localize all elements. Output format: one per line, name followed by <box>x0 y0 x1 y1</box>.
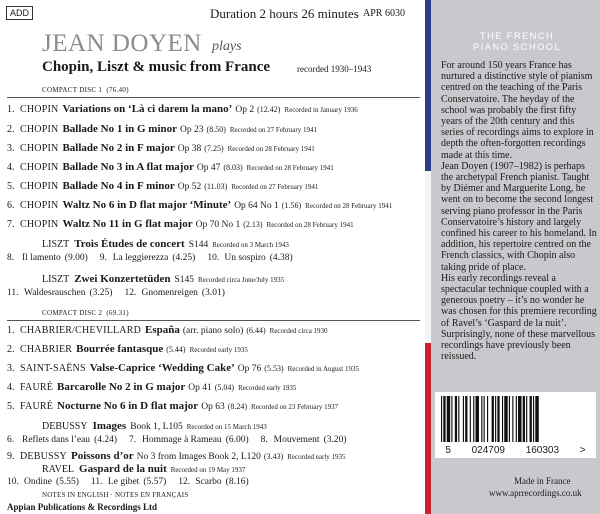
track-opus: Op 64 No 1 <box>234 201 279 211</box>
barcode-bar <box>492 396 494 442</box>
barcode-bar <box>447 396 450 442</box>
barcode-digit-group: 160303 <box>525 445 560 456</box>
track-number: 7. <box>7 219 15 230</box>
track-title: Poissons d’or <box>70 450 134 462</box>
blurb-paragraph: His early recordings reveal a spectacular technique coupled with a generous poetry – it’s no wonder he was chosen for this premiere recording of Ravel’s ‘Gaspard de la nuit’. Surprisingly, none of these marvellous recordings have previously been reissued. <box>441 272 597 363</box>
track-number: 11. <box>90 477 103 487</box>
track-title: Bourrée fantasque <box>76 343 164 355</box>
barcode-bar <box>523 396 525 442</box>
barcode-bar <box>470 396 471 442</box>
track-title: Variations on ‘Là ci darem la mano’ <box>62 103 233 115</box>
barcode-bar <box>455 396 457 442</box>
movement-duration: (4.24) <box>94 435 118 445</box>
track-recorded: Recorded on 28 February 1941 <box>246 164 334 172</box>
track-opus: Op 47 <box>196 163 221 173</box>
track-row <box>7 324 328 336</box>
barcode-bar <box>495 396 496 442</box>
track-number: 2. <box>7 344 15 355</box>
album-subtitle: Chopin, Liszt & music from France <box>42 59 271 75</box>
barcode-bar <box>458 396 459 442</box>
barcode-bar <box>487 396 488 442</box>
track-title: Barcarolle No 2 in G major <box>57 381 186 393</box>
track-row <box>7 400 338 412</box>
track-number: 1. <box>7 104 15 115</box>
track-title: Ballade No 1 in G minor <box>62 123 178 135</box>
barcode-bar <box>497 396 499 442</box>
barcode-bar <box>451 396 452 442</box>
barcode-bar <box>518 396 521 442</box>
movement-title: La leggierezza <box>112 253 169 263</box>
series-title <box>441 31 593 53</box>
series-title-line1: THE FRENCH <box>479 31 555 42</box>
track-title: Ballade No 4 in F minor <box>62 180 175 192</box>
track-number: 9. <box>99 253 107 263</box>
track-composer: CHOPIN <box>20 162 59 173</box>
movement-duration: (3.20) <box>323 435 347 445</box>
work-group <box>42 273 284 285</box>
group-opus: S145 <box>174 275 194 285</box>
track-number: 6. <box>7 200 15 211</box>
blurb-paragraph: For around 150 years France has nurtured a distinctive style of pianism centred on the teaching of the Paris Conservatoire. The heyday of the school was probably the first fifty years of the 20th century and this series of recordings aims to explore in depth the often-forgotten recordings made at this time. <box>441 60 594 161</box>
track-opus: Op 63 <box>201 402 225 412</box>
track-number: 4. <box>7 382 15 393</box>
barcode-bar <box>484 396 485 442</box>
group-composer: DEBUSSY <box>42 421 88 432</box>
track-composer: CHOPIN <box>20 124 59 135</box>
track-recorded: Recorded on 23 February 1937 <box>251 403 339 411</box>
flag-white <box>425 171 431 343</box>
movement-title: Ondine <box>24 477 52 487</box>
track-recorded: Recorded on 28 February 1941 <box>266 221 354 229</box>
barcode-bar <box>509 396 510 442</box>
track-duration: (5.04) <box>214 383 235 392</box>
track-duration: (8.03) <box>223 163 243 172</box>
work-group <box>42 463 245 475</box>
track-number: 3. <box>7 143 15 154</box>
barcode-bar <box>526 396 527 442</box>
track-duration: (8.50) <box>206 125 226 134</box>
track-opus: Op 2 <box>235 105 255 115</box>
disc1-label: COMPACT DISC 1 <box>42 86 103 94</box>
group-opus: Book 1, L105 <box>130 422 183 432</box>
group-composer: RAVEL <box>42 464 75 475</box>
group-recorded: Recorded circa June/July 1935 <box>198 276 285 284</box>
track-composer: CHABRIER/CHEVILLARD <box>20 325 142 336</box>
track-composer: CHOPIN <box>20 200 59 211</box>
total-duration: Duration 2 hours 26 minutes <box>210 6 359 21</box>
track-row <box>7 450 346 462</box>
track-duration: (5.53) <box>264 364 284 373</box>
movement-row <box>7 435 347 445</box>
disc1-time: (76.40) <box>106 86 129 94</box>
french-flag-stripe <box>425 0 431 514</box>
movement-duration: (9.00) <box>64 253 88 263</box>
disc1-rule <box>7 97 420 98</box>
made-in: Made in France <box>514 476 571 486</box>
track-composer: FAURÉ <box>20 382 54 393</box>
barcode-digits <box>435 445 596 456</box>
disc1-header <box>42 86 129 94</box>
track-number: 9. <box>7 451 15 462</box>
movement-title: Reflets dans l’eau <box>22 435 91 445</box>
track-row <box>7 180 318 192</box>
track-composer: CHOPIN <box>20 219 59 230</box>
barcode-bar <box>504 396 507 442</box>
work-group <box>42 420 267 432</box>
work-group <box>42 238 289 250</box>
track-number: 3. <box>7 363 15 374</box>
track-row <box>7 142 315 154</box>
movement-title: Scarbo <box>195 477 222 487</box>
track-title: Waltz No 11 in G flat major <box>62 218 193 230</box>
disc2-label: COMPACT DISC 2 <box>42 309 103 317</box>
track-number: 7. <box>129 435 137 445</box>
track-row <box>7 343 248 355</box>
barcode-bar <box>502 396 503 442</box>
group-title: Trois Études de concert <box>74 238 185 250</box>
add-badge: ADD <box>6 6 33 20</box>
track-recorded: Recorded on 27 February 1941 <box>229 126 317 134</box>
blurb-paragraph: Jean Doyen (1907–1982) is perhaps the archetypal French pianist. Taught by Diémer and Marguerite Long, he went on to become the second longest serving piano professor in the Paris Conservatoire’s history and largely confined his career to his homeland. In addition, his repertoire centred on the French classics, with Chopin also taking pride of place. <box>441 160 597 273</box>
movement-row <box>7 253 293 263</box>
track-row <box>7 103 358 115</box>
track-number: 10. <box>7 477 19 487</box>
track-composer: CHABRIER <box>20 344 73 355</box>
track-recorded: Recorded circa 1930 <box>269 327 328 335</box>
series-title-line2: PIANO SCHOOL <box>473 42 561 53</box>
movement-title: Il lamento <box>22 253 61 263</box>
track-opus: Op 70 No 1 <box>195 220 241 230</box>
track-number: 5. <box>7 401 15 412</box>
track-opus: Op 76 <box>237 364 262 374</box>
barcode-bar <box>465 396 467 442</box>
movement-duration: (8.16) <box>225 477 249 487</box>
disc2-header <box>42 309 129 317</box>
movement-duration: (4.38) <box>269 253 293 263</box>
track-opus: Op 38 <box>177 144 202 154</box>
track-composer: CHOPIN <box>20 181 59 192</box>
track-number: 12. <box>178 477 191 487</box>
track-duration: (11.03) <box>204 182 228 191</box>
barcode-bar <box>476 396 479 442</box>
track-row <box>7 218 354 230</box>
plays-word: plays <box>212 39 242 54</box>
track-recorded: Recorded in January 1936 <box>284 106 358 114</box>
track-opus: (arr. piano solo) <box>182 326 244 336</box>
track-duration: (12.42) <box>257 105 281 114</box>
group-recorded: Recorded on 19 May 1937 <box>170 466 246 474</box>
track-row <box>7 199 392 211</box>
track-recorded: Recorded on 27 February 1941 <box>231 183 319 191</box>
track-row <box>7 123 317 135</box>
track-recorded: Recorded on 28 February 1941 <box>305 202 393 210</box>
track-opus: Op 41 <box>188 383 212 393</box>
movement-title: Un sospiro <box>224 253 266 263</box>
movement-title: Gnomenreigen <box>141 288 198 298</box>
barcode-bar <box>463 396 464 442</box>
group-opus: S144 <box>188 240 209 250</box>
track-composer: SAINT-SAËNS <box>20 363 86 374</box>
track-title: Waltz No 6 in D flat major ‘Minute’ <box>62 199 232 211</box>
barcode-bar <box>473 396 474 442</box>
track-number: 4. <box>7 162 15 173</box>
barcode-bar <box>535 396 538 442</box>
track-number: 12. <box>124 288 137 298</box>
track-number: 2. <box>7 124 15 135</box>
track-number: 8. <box>260 435 268 445</box>
publisher-name: Appian Publications & Recordings Ltd <box>7 502 158 512</box>
track-duration: (6.44) <box>246 326 266 335</box>
movement-title: Hommage à Rameau <box>142 435 222 445</box>
track-duration: (3.43) <box>263 452 284 461</box>
movement-row <box>7 288 225 298</box>
track-number: 6. <box>7 435 15 445</box>
group-title: Zwei Konzertetüden <box>74 273 171 285</box>
track-row <box>7 161 334 173</box>
track-recorded: Recorded early 1935 <box>238 384 297 392</box>
artist-name: JEAN DOYEN <box>42 30 202 57</box>
barcode-bar <box>530 396 532 442</box>
track-recorded: Recorded early 1935 <box>189 346 248 354</box>
track-composer: DEBUSSY <box>20 451 67 462</box>
flag-blue <box>425 0 431 171</box>
track-number: 1. <box>7 325 15 336</box>
track-recorded: Recorded on 28 February 1941 <box>227 145 315 153</box>
track-recorded: Recorded in August 1935 <box>287 365 359 373</box>
track-title: Ballade No 2 in F major <box>62 142 175 154</box>
series-description <box>441 60 597 362</box>
barcode-bar <box>481 396 482 442</box>
track-title: España <box>145 324 180 336</box>
movement-row <box>7 477 261 487</box>
track-number: 8. <box>7 253 15 263</box>
notes-languages: NOTES IN ENGLISH · NOTES EN FRANÇAIS <box>42 491 189 499</box>
track-row <box>7 362 359 374</box>
movement-title: Le gibet <box>107 477 140 487</box>
track-number: 5. <box>7 181 15 192</box>
barcode-bar <box>512 396 513 442</box>
barcode-bar <box>441 396 442 442</box>
movement-title: Waldesrauschen <box>24 288 86 298</box>
track-composer: CHOPIN <box>20 143 59 154</box>
track-opus: Op 23 <box>180 125 204 135</box>
barcode-bar <box>533 396 534 442</box>
barcode <box>435 392 596 458</box>
track-number: 11. <box>7 288 19 298</box>
flag-red <box>425 343 431 514</box>
movement-title: Mouvement <box>273 435 320 445</box>
barcode-bar <box>516 396 517 442</box>
track-row <box>7 381 296 393</box>
movement-duration: (6.00) <box>225 435 249 445</box>
group-title: Images <box>92 420 127 432</box>
group-recorded: Recorded on 15 March 1943 <box>186 423 267 431</box>
movement-duration: (5.55) <box>55 477 79 487</box>
group-composer: LISZT <box>42 239 70 250</box>
group-title: Gaspard de la nuit <box>79 463 167 475</box>
track-duration: (8.24) <box>227 402 248 411</box>
track-duration: (7.25) <box>204 144 224 153</box>
group-composer: LISZT <box>42 274 70 285</box>
movement-duration: (3.25) <box>89 288 113 298</box>
group-recorded: Recorded on 3 March 1943 <box>212 241 289 249</box>
track-duration: (2.13) <box>243 220 263 229</box>
track-duration: (5.44) <box>166 345 186 354</box>
track-composer: CHOPIN <box>20 104 59 115</box>
barcode-bars <box>435 392 596 444</box>
barcode-bar <box>443 396 445 442</box>
track-opus: No 3 from Images Book 2, L120 <box>136 452 261 462</box>
movement-duration: (3.01) <box>201 288 225 298</box>
catalog-number: APR 6030 <box>363 8 405 19</box>
track-duration: (1.56) <box>281 201 302 210</box>
track-composer: FAURÉ <box>20 401 54 412</box>
track-number: 10. <box>207 253 220 263</box>
track-recorded: Recorded early 1935 <box>287 453 346 461</box>
recorded-years: recorded 1930–1943 <box>297 64 372 74</box>
track-title: Nocturne No 6 in D flat major <box>57 400 199 412</box>
track-title: Ballade No 3 in A flat major <box>62 161 194 173</box>
movement-duration: (4.25) <box>172 253 196 263</box>
barcode-digit-group: 5 <box>445 445 451 456</box>
track-opus: Op 52 <box>177 182 202 192</box>
disc2-time: (69.31) <box>106 309 129 317</box>
barcode-digit-group: 024709 <box>471 445 505 456</box>
disc2-rule <box>7 320 420 321</box>
track-title: Valse-Caprice ‘Wedding Cake’ <box>89 362 235 374</box>
movement-duration: (5.57) <box>143 477 167 487</box>
website-url: www.aprrecordings.co.uk <box>489 488 582 498</box>
barcode-digit-group: > <box>579 445 586 456</box>
